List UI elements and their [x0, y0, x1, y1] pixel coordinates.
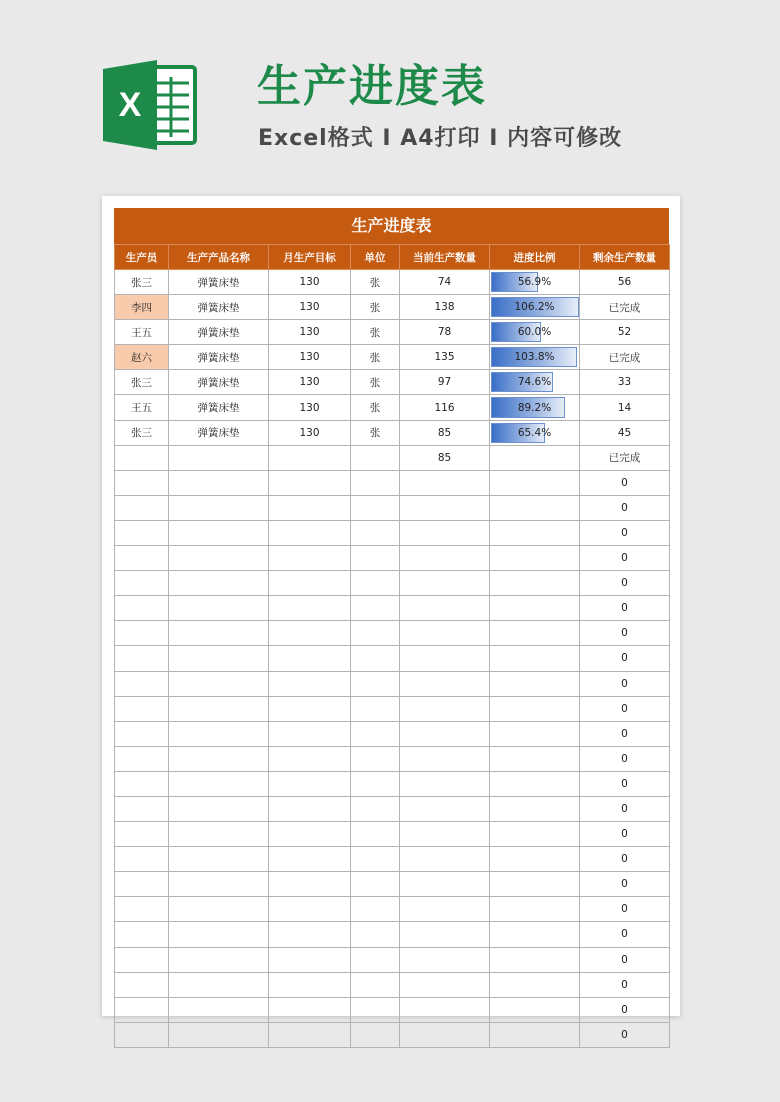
cell-target[interactable] — [269, 546, 351, 571]
table-row — [115, 345, 670, 370]
cell-target[interactable] — [269, 947, 351, 972]
cell-unit[interactable] — [351, 746, 400, 771]
cell-progress[interactable] — [490, 771, 580, 796]
cell-target[interactable]: 130 — [269, 270, 351, 295]
cell-remaining[interactable]: 已完成 — [580, 445, 670, 470]
cell-current[interactable] — [400, 897, 490, 922]
cell-worker[interactable] — [115, 922, 169, 947]
cell-target[interactable] — [269, 671, 351, 696]
cell-target[interactable]: 130 — [269, 295, 351, 320]
cell-current[interactable] — [400, 847, 490, 872]
cell-product[interactable] — [169, 947, 269, 972]
cell-current[interactable] — [400, 546, 490, 571]
cell-product[interactable] — [169, 897, 269, 922]
cell-remaining[interactable]: 14 — [580, 395, 670, 420]
cell-product[interactable] — [169, 671, 269, 696]
cell-progress[interactable] — [490, 872, 580, 897]
cell-worker[interactable] — [115, 646, 169, 671]
page-subtitle: Excel格式 I A4打印 I 内容可修改 — [258, 126, 623, 151]
cell-worker[interactable] — [115, 822, 169, 847]
cell-remaining[interactable]: 0 — [580, 621, 670, 646]
cell-unit[interactable] — [351, 445, 400, 470]
cell-progress[interactable] — [490, 270, 580, 295]
cell-current[interactable]: 138 — [400, 295, 490, 320]
cell-worker[interactable] — [115, 470, 169, 495]
cell-progress[interactable] — [490, 520, 580, 545]
cell-progress[interactable] — [490, 696, 580, 721]
cell-progress[interactable] — [490, 420, 580, 445]
table-row — [115, 721, 670, 746]
cell-worker[interactable] — [115, 596, 169, 621]
cell-unit[interactable]: 张 — [351, 295, 400, 320]
cell-current[interactable] — [400, 997, 490, 1022]
cell-unit[interactable] — [351, 696, 400, 721]
cell-current[interactable] — [400, 671, 490, 696]
cell-product[interactable] — [169, 771, 269, 796]
cell-current[interactable] — [400, 495, 490, 520]
cell-target[interactable] — [269, 520, 351, 545]
cell-worker[interactable] — [115, 947, 169, 972]
cell-current[interactable] — [400, 696, 490, 721]
cell-current[interactable] — [400, 872, 490, 897]
cell-current[interactable]: 85 — [400, 445, 490, 470]
cell-worker[interactable] — [115, 972, 169, 997]
table-row — [115, 671, 670, 696]
cell-worker[interactable] — [115, 847, 169, 872]
cell-remaining[interactable]: 0 — [580, 520, 670, 545]
cell-progress[interactable] — [490, 495, 580, 520]
cell-product[interactable] — [169, 796, 269, 821]
cell-current[interactable]: 135 — [400, 345, 490, 370]
column-header-target[interactable]: 月生产目标 — [269, 245, 351, 270]
cell-unit[interactable] — [351, 796, 400, 821]
cell-worker[interactable]: 张三 — [115, 270, 169, 295]
table-row — [115, 922, 670, 947]
cell-progress[interactable] — [490, 746, 580, 771]
table-row — [115, 621, 670, 646]
cell-product[interactable] — [169, 696, 269, 721]
cell-current[interactable] — [400, 771, 490, 796]
table-row — [115, 822, 670, 847]
cell-worker[interactable]: 张三 — [115, 370, 169, 395]
cell-unit[interactable] — [351, 947, 400, 972]
column-header-worker[interactable]: 生产员 — [115, 245, 169, 270]
cell-product[interactable] — [169, 495, 269, 520]
cell-worker[interactable] — [115, 696, 169, 721]
cell-product[interactable]: 弹簧床垫 — [169, 295, 269, 320]
cell-remaining[interactable]: 0 — [580, 997, 670, 1022]
table-row — [115, 320, 670, 345]
production-table — [114, 244, 670, 1048]
table-row — [115, 997, 670, 1022]
table-row — [115, 972, 670, 997]
cell-product[interactable] — [169, 596, 269, 621]
cell-product[interactable] — [169, 1022, 269, 1047]
cell-progress[interactable] — [490, 596, 580, 621]
cell-worker[interactable] — [115, 721, 169, 746]
cell-progress[interactable] — [490, 1022, 580, 1047]
cell-remaining[interactable]: 0 — [580, 947, 670, 972]
cell-product[interactable] — [169, 822, 269, 847]
cell-product[interactable] — [169, 997, 269, 1022]
cell-progress[interactable] — [490, 370, 580, 395]
table-row — [115, 295, 670, 320]
table-row — [115, 897, 670, 922]
cell-remaining[interactable]: 0 — [580, 872, 670, 897]
cell-worker[interactable] — [115, 621, 169, 646]
cell-unit[interactable] — [351, 546, 400, 571]
table-row — [115, 872, 670, 897]
progress-label: 56.9% — [517, 276, 552, 289]
cell-unit[interactable] — [351, 721, 400, 746]
table-row — [115, 445, 670, 470]
cell-worker[interactable] — [115, 771, 169, 796]
cell-remaining[interactable]: 0 — [580, 972, 670, 997]
cell-product[interactable] — [169, 571, 269, 596]
cell-current[interactable]: 116 — [400, 395, 490, 420]
cell-product[interactable] — [169, 922, 269, 947]
cell-unit[interactable] — [351, 997, 400, 1022]
cell-current[interactable]: 74 — [400, 270, 490, 295]
cell-current[interactable] — [400, 621, 490, 646]
cell-target[interactable] — [269, 771, 351, 796]
cell-product[interactable]: 弹簧床垫 — [169, 370, 269, 395]
table-row — [115, 495, 670, 520]
cell-remaining[interactable]: 0 — [580, 922, 670, 947]
cell-remaining[interactable]: 0 — [580, 546, 670, 571]
cell-remaining[interactable]: 0 — [580, 696, 670, 721]
cell-worker[interactable] — [115, 520, 169, 545]
cell-progress[interactable] — [490, 847, 580, 872]
cell-progress[interactable] — [490, 721, 580, 746]
cell-progress[interactable] — [490, 546, 580, 571]
cell-target[interactable] — [269, 997, 351, 1022]
progress-label: 106.2% — [514, 301, 555, 314]
cell-worker[interactable] — [115, 571, 169, 596]
progress-label: 60.0% — [517, 326, 552, 339]
column-header-current[interactable]: 当前生产数量 — [400, 245, 490, 270]
cell-current[interactable] — [400, 721, 490, 746]
cell-product[interactable] — [169, 621, 269, 646]
cell-unit[interactable]: 张 — [351, 395, 400, 420]
cell-progress[interactable] — [490, 445, 580, 470]
cell-progress[interactable] — [490, 320, 580, 345]
cell-target[interactable] — [269, 621, 351, 646]
cell-remaining[interactable]: 0 — [580, 1022, 670, 1047]
cell-unit[interactable] — [351, 646, 400, 671]
cell-progress[interactable] — [490, 571, 580, 596]
cell-worker[interactable] — [115, 1022, 169, 1047]
cell-progress[interactable] — [490, 822, 580, 847]
cell-worker[interactable] — [115, 445, 169, 470]
cell-product[interactable]: 弹簧床垫 — [169, 320, 269, 345]
table-row — [115, 520, 670, 545]
cell-target[interactable] — [269, 847, 351, 872]
table-row — [115, 370, 670, 395]
cell-unit[interactable] — [351, 872, 400, 897]
cell-target[interactable]: 130 — [269, 395, 351, 420]
cell-unit[interactable] — [351, 671, 400, 696]
cell-unit[interactable] — [351, 847, 400, 872]
cell-target[interactable] — [269, 972, 351, 997]
cell-current[interactable] — [400, 922, 490, 947]
progress-label: 89.2% — [517, 401, 552, 414]
cell-progress[interactable] — [490, 796, 580, 821]
page-title: 生产进度表 — [257, 61, 487, 112]
cell-product[interactable] — [169, 721, 269, 746]
cell-remaining[interactable]: 0 — [580, 897, 670, 922]
cell-remaining[interactable]: 0 — [580, 671, 670, 696]
table-row — [115, 646, 670, 671]
table-row — [115, 947, 670, 972]
cell-current[interactable] — [400, 571, 490, 596]
cell-remaining[interactable]: 0 — [580, 822, 670, 847]
cell-product[interactable] — [169, 546, 269, 571]
cell-remaining[interactable]: 45 — [580, 420, 670, 445]
cell-unit[interactable] — [351, 596, 400, 621]
cell-remaining[interactable]: 0 — [580, 571, 670, 596]
cell-unit[interactable]: 张 — [351, 370, 400, 395]
cell-target[interactable] — [269, 822, 351, 847]
cell-unit[interactable]: 张 — [351, 320, 400, 345]
cell-worker[interactable] — [115, 997, 169, 1022]
cell-progress[interactable] — [490, 972, 580, 997]
table-row — [115, 420, 670, 445]
cell-current[interactable] — [400, 947, 490, 972]
cell-progress[interactable] — [490, 345, 580, 370]
cell-progress[interactable] — [490, 621, 580, 646]
cell-target[interactable] — [269, 445, 351, 470]
cell-current[interactable]: 85 — [400, 420, 490, 445]
cell-target[interactable]: 130 — [269, 345, 351, 370]
cell-current[interactable] — [400, 1022, 490, 1047]
cell-worker[interactable]: 张三 — [115, 420, 169, 445]
cell-progress[interactable] — [490, 897, 580, 922]
table-row — [115, 546, 670, 571]
progress-label: 103.8% — [514, 351, 555, 364]
cell-unit[interactable] — [351, 1022, 400, 1047]
table-row — [115, 270, 670, 295]
cell-remaining[interactable]: 已完成 — [580, 295, 670, 320]
cell-product[interactable]: 弹簧床垫 — [169, 270, 269, 295]
cell-worker[interactable]: 赵六 — [115, 345, 169, 370]
cell-unit[interactable] — [351, 822, 400, 847]
cell-worker[interactable] — [115, 872, 169, 897]
cell-product[interactable] — [169, 470, 269, 495]
cell-worker[interactable] — [115, 495, 169, 520]
cell-remaining[interactable]: 0 — [580, 771, 670, 796]
table-row — [115, 470, 670, 495]
cell-remaining[interactable]: 0 — [580, 746, 670, 771]
cell-remaining[interactable]: 0 — [580, 646, 670, 671]
cell-progress[interactable] — [490, 470, 580, 495]
cell-target[interactable] — [269, 796, 351, 821]
cell-progress[interactable] — [490, 395, 580, 420]
cell-worker[interactable] — [115, 796, 169, 821]
table-header-row — [115, 245, 670, 270]
cell-unit[interactable]: 张 — [351, 420, 400, 445]
cell-progress[interactable] — [490, 922, 580, 947]
cell-unit[interactable]: 张 — [351, 345, 400, 370]
cell-remaining[interactable]: 0 — [580, 495, 670, 520]
spreadsheet — [114, 208, 669, 1048]
cell-unit[interactable] — [351, 972, 400, 997]
column-header-remaining[interactable]: 剩余生产数量 — [580, 245, 670, 270]
cell-remaining[interactable]: 0 — [580, 847, 670, 872]
cell-target[interactable] — [269, 646, 351, 671]
cell-target[interactable]: 130 — [269, 420, 351, 445]
cell-worker[interactable]: 李四 — [115, 295, 169, 320]
cell-target[interactable] — [269, 922, 351, 947]
cell-product[interactable] — [169, 972, 269, 997]
cell-target[interactable] — [269, 470, 351, 495]
cell-unit[interactable] — [351, 771, 400, 796]
table-row — [115, 771, 670, 796]
cell-unit[interactable] — [351, 520, 400, 545]
cell-current[interactable] — [400, 596, 490, 621]
excel-logo-icon — [101, 57, 197, 153]
cell-current[interactable] — [400, 796, 490, 821]
cell-remaining[interactable]: 0 — [580, 796, 670, 821]
sheet-title: 生产进度表 — [114, 208, 669, 244]
cell-unit[interactable] — [351, 571, 400, 596]
table-row — [115, 847, 670, 872]
cell-current[interactable] — [400, 822, 490, 847]
cell-current[interactable] — [400, 520, 490, 545]
cell-remaining[interactable]: 0 — [580, 470, 670, 495]
cell-target[interactable] — [269, 495, 351, 520]
cell-target[interactable] — [269, 897, 351, 922]
cell-target[interactable] — [269, 746, 351, 771]
cell-target[interactable] — [269, 596, 351, 621]
table-row — [115, 696, 670, 721]
table-row — [115, 796, 670, 821]
cell-current[interactable] — [400, 646, 490, 671]
progress-label: 74.6% — [517, 376, 552, 389]
cell-worker[interactable]: 王五 — [115, 320, 169, 345]
cell-unit[interactable] — [351, 897, 400, 922]
cell-product[interactable]: 弹簧床垫 — [169, 395, 269, 420]
cell-current[interactable]: 78 — [400, 320, 490, 345]
cell-target[interactable] — [269, 721, 351, 746]
table-row — [115, 596, 670, 621]
cell-progress[interactable] — [490, 947, 580, 972]
cell-product[interactable] — [169, 520, 269, 545]
cell-product[interactable]: 弹簧床垫 — [169, 345, 269, 370]
cell-target[interactable] — [269, 1022, 351, 1047]
cell-remaining[interactable]: 56 — [580, 270, 670, 295]
cell-product[interactable]: 弹簧床垫 — [169, 420, 269, 445]
cell-remaining[interactable]: 0 — [580, 721, 670, 746]
cell-product[interactable] — [169, 847, 269, 872]
cell-remaining[interactable]: 0 — [580, 596, 670, 621]
cell-current[interactable]: 97 — [400, 370, 490, 395]
cell-product[interactable] — [169, 872, 269, 897]
cell-target[interactable]: 130 — [269, 320, 351, 345]
cell-progress[interactable] — [490, 671, 580, 696]
cell-current[interactable] — [400, 972, 490, 997]
cell-worker[interactable] — [115, 546, 169, 571]
cell-current[interactable] — [400, 746, 490, 771]
cell-remaining[interactable]: 已完成 — [580, 345, 670, 370]
column-header-unit[interactable]: 单位 — [351, 245, 400, 270]
cell-product[interactable] — [169, 646, 269, 671]
cell-worker[interactable] — [115, 897, 169, 922]
cell-worker[interactable]: 王五 — [115, 395, 169, 420]
cell-current[interactable] — [400, 470, 490, 495]
cell-unit[interactable] — [351, 621, 400, 646]
cell-progress[interactable] — [490, 997, 580, 1022]
cell-unit[interactable] — [351, 922, 400, 947]
cell-worker[interactable] — [115, 746, 169, 771]
cell-product[interactable] — [169, 746, 269, 771]
cell-progress[interactable] — [490, 646, 580, 671]
cell-remaining[interactable]: 33 — [580, 370, 670, 395]
column-header-progress[interactable]: 进度比例 — [490, 245, 580, 270]
cell-target[interactable] — [269, 571, 351, 596]
cell-unit[interactable] — [351, 470, 400, 495]
progress-label: 65.4% — [517, 426, 552, 439]
cell-remaining[interactable]: 52 — [580, 320, 670, 345]
table-row — [115, 746, 670, 771]
cell-product[interactable] — [169, 445, 269, 470]
cell-target[interactable] — [269, 872, 351, 897]
table-row — [115, 571, 670, 596]
logo-letter: X — [118, 86, 142, 124]
table-row — [115, 1022, 670, 1047]
cell-target[interactable]: 130 — [269, 370, 351, 395]
column-header-product[interactable]: 生产产品名称 — [169, 245, 269, 270]
cell-unit[interactable]: 张 — [351, 270, 400, 295]
table-row — [115, 395, 670, 420]
cell-target[interactable] — [269, 696, 351, 721]
cell-progress[interactable] — [490, 295, 580, 320]
cell-unit[interactable] — [351, 495, 400, 520]
cell-worker[interactable] — [115, 671, 169, 696]
